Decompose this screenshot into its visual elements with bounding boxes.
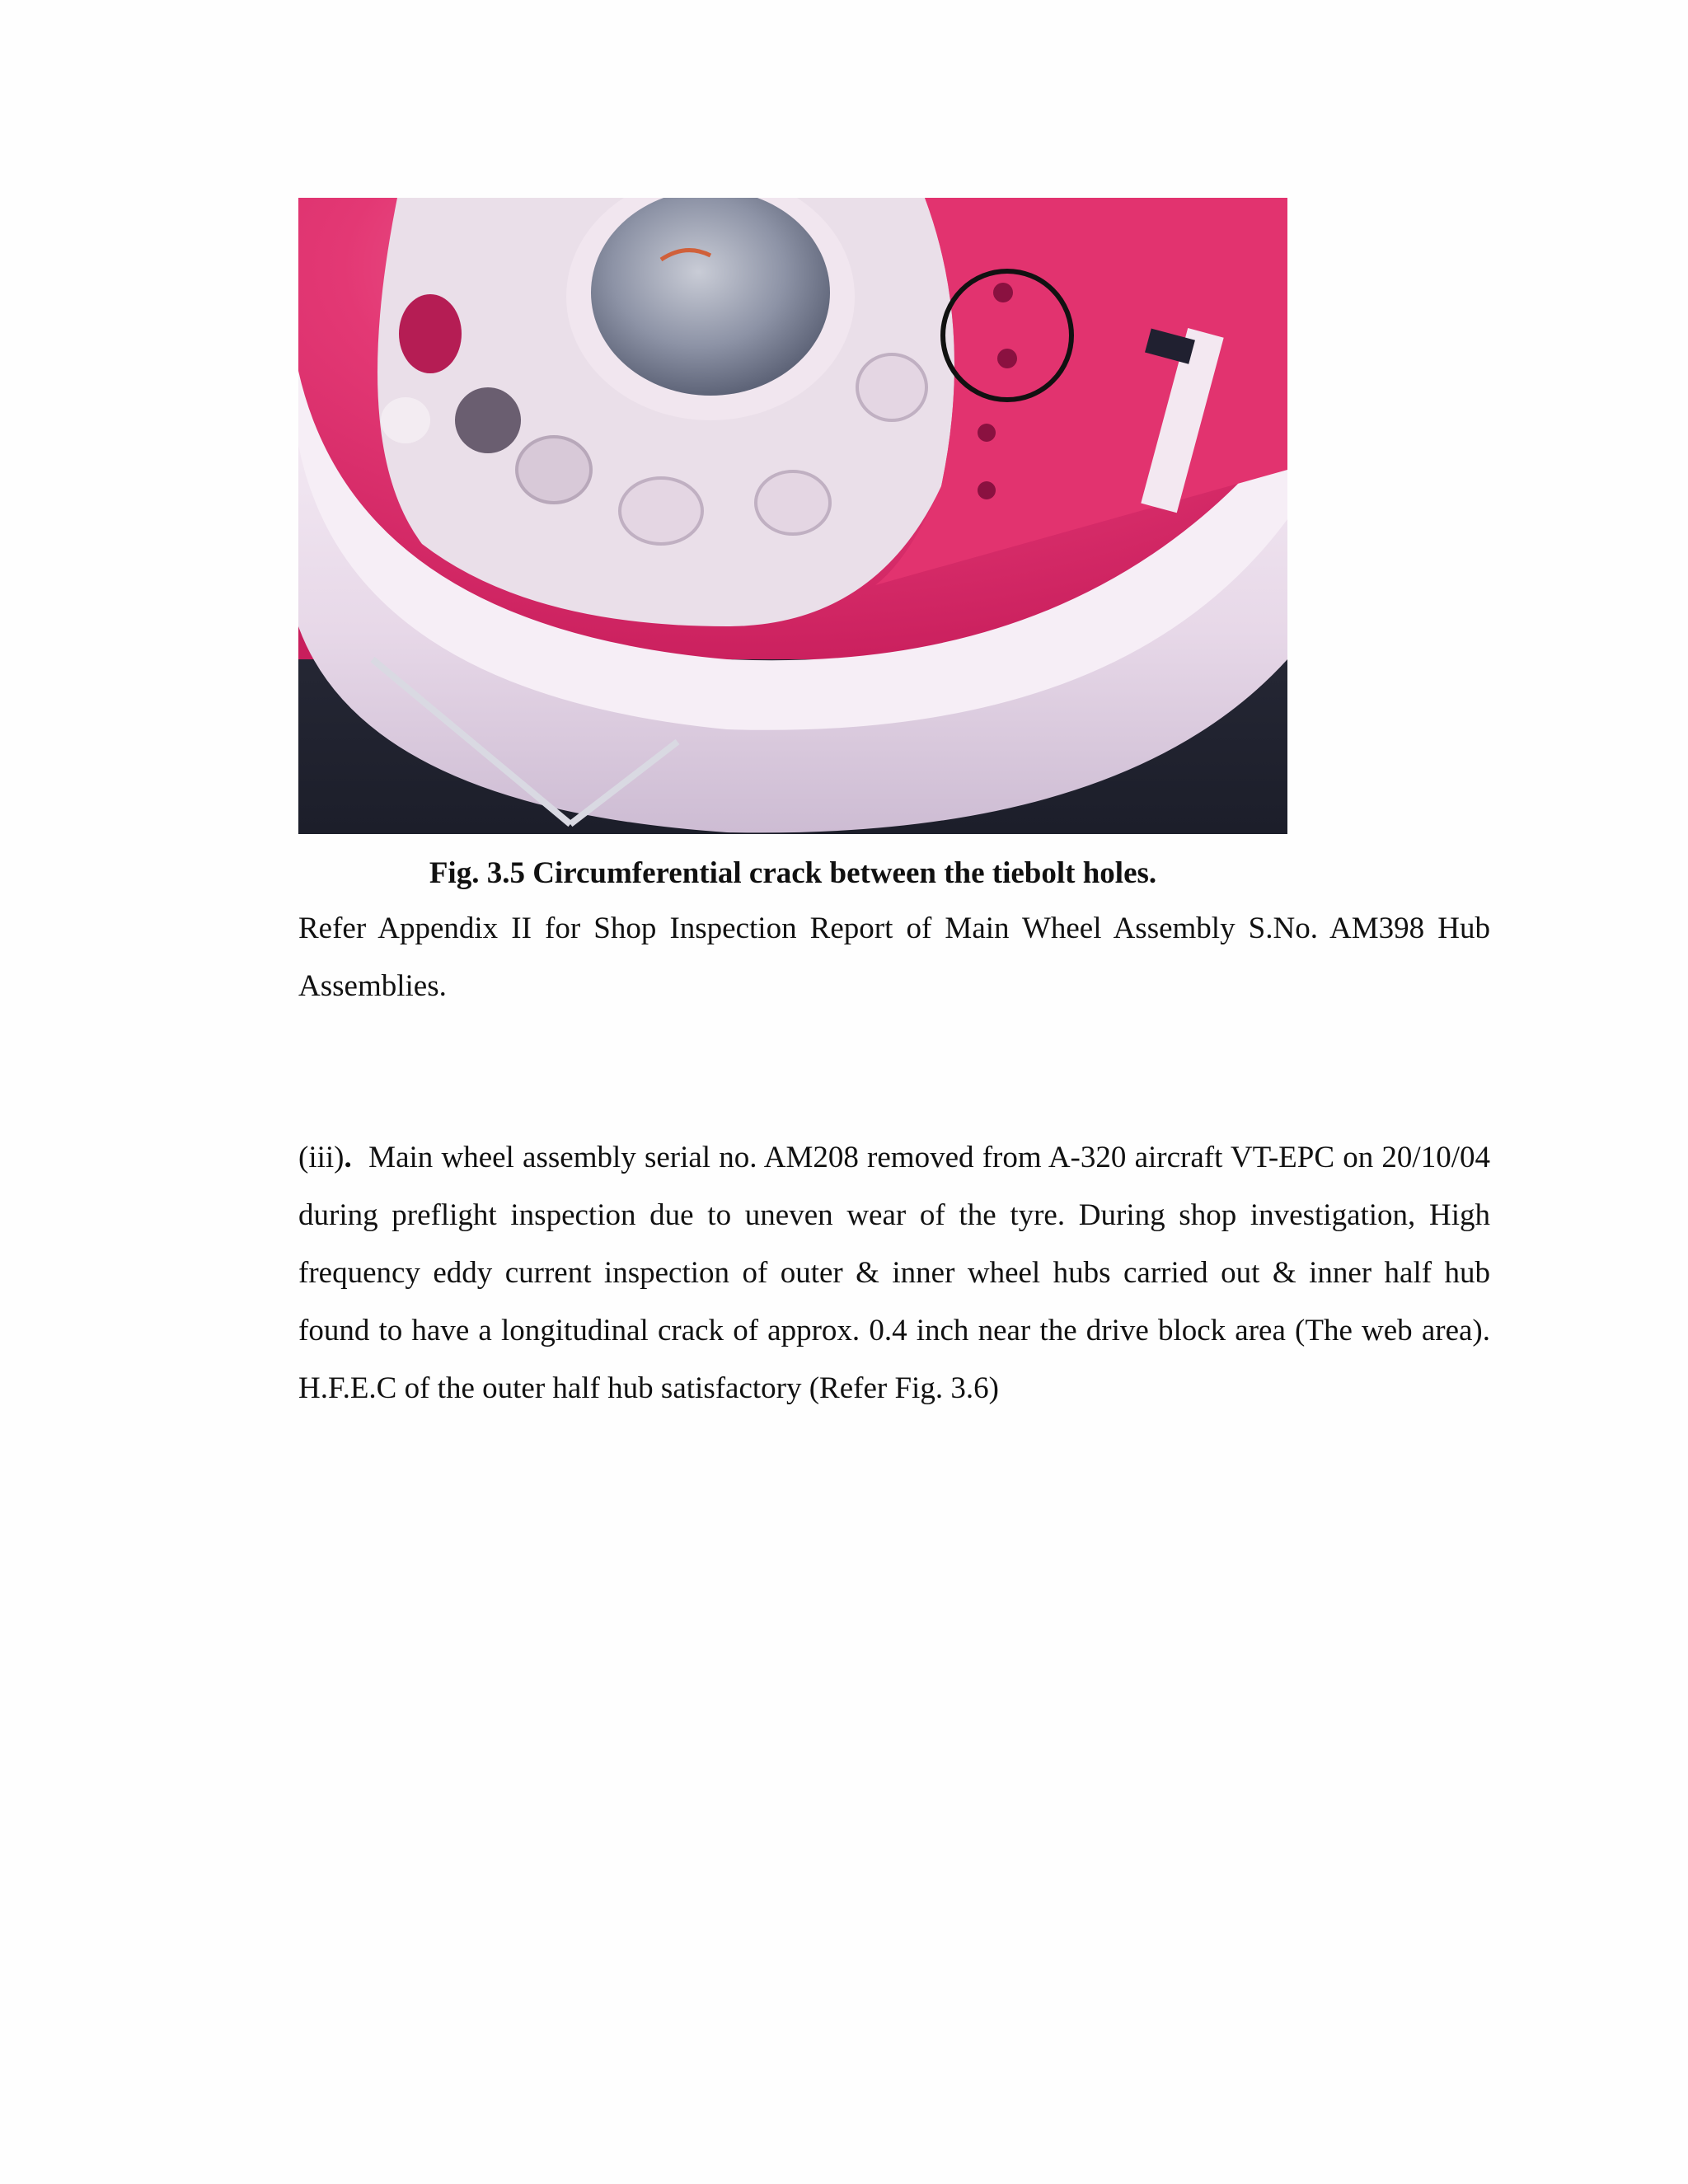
paragraph-marker: .: [344, 1141, 352, 1174]
paragraph-number: (iii): [298, 1141, 345, 1174]
wheel-hub-photo: [298, 198, 1287, 834]
item-iii-paragraph: [298, 1129, 1490, 1418]
appendix-reference-paragraph: Refer Appendix II for Shop Inspection Report of Main Wheel Assembly S.No. AM398 Hub Assemblies.: [298, 912, 1490, 1003]
paragraph-body: Main wheel assembly serial no. AM208 removed from A-320 aircraft VT-EPC on 20/10/04 during preflight inspection due to uneven wear of the tyre. During shop investigation, High frequency eddy current inspection of outer & inner wheel hubs carried out & inner half hub found to have a longitudinal crack of approx. 0.4 inch near the drive block area (The web area). H.F.E.C of the outer half hub satisfactory (Refer Fig. 3.6): [298, 1141, 1490, 1405]
figure-caption: Fig. 3.5 Circumferential crack between the tiebolt holes.: [429, 856, 1157, 890]
